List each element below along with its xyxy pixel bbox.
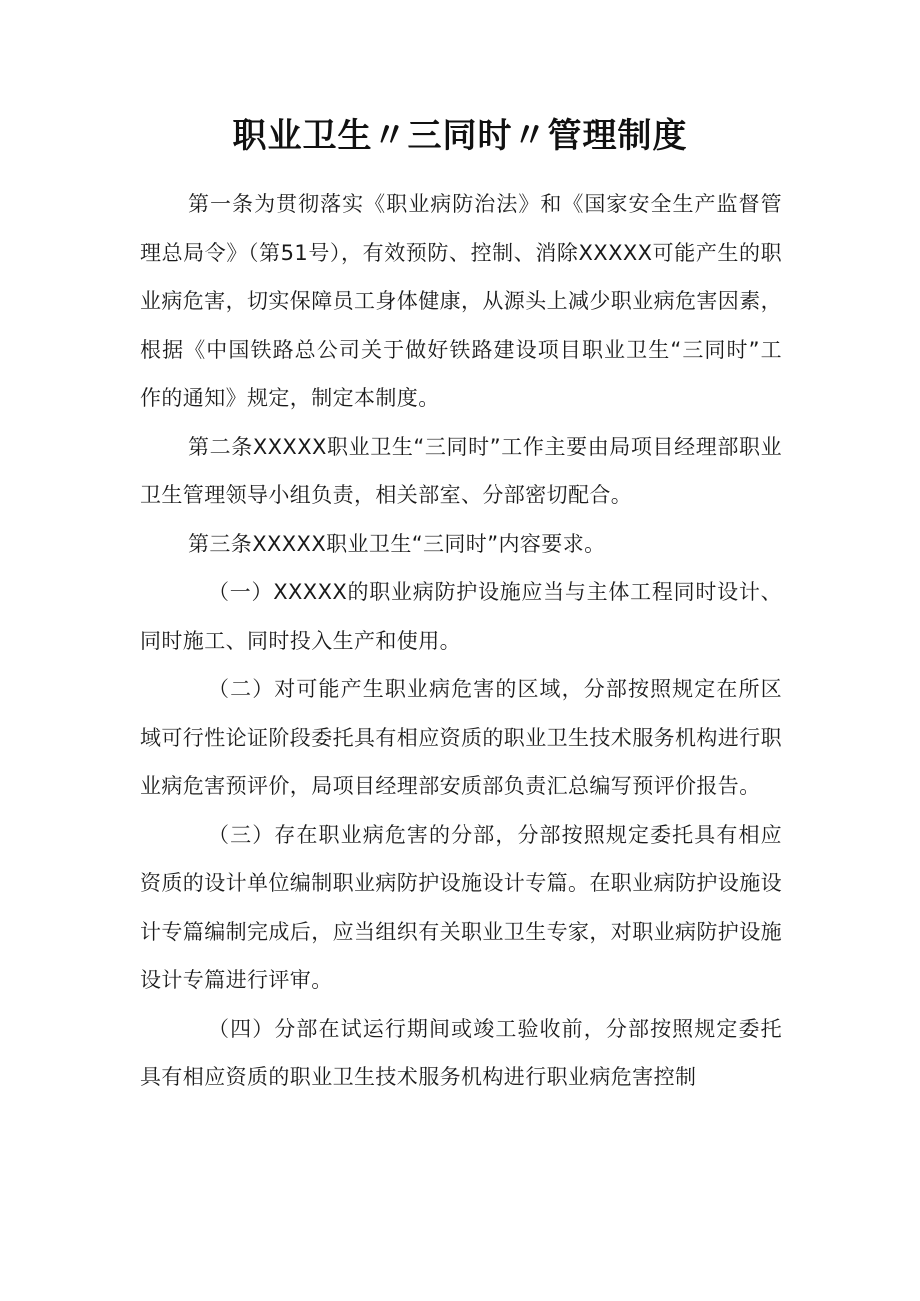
item-4-paragraph: （四）分部在试运行期间或竣工验收前，分部按照规定委托具有相应资质的职业卫生技术服务机构进行职业病危害控制 <box>140 1016 782 1089</box>
item-2-paragraph: （二）对可能产生职业病危害的区域，分部按照规定在所区域可行性论证阶段委托具有相应资质的职业卫生技术服务机构进行职业病危害预评价，局项目经理部安质部负责汇总编写预评价报告。 <box>140 677 782 798</box>
document-body <box>140 180 782 1102</box>
article-1-paragraph: 第一条为贯彻落实《职业病防治法》和《国家安全生产监督管理总局令》（第51号），有效预防、控制、消除XXXXX可能产生的职业病危害，切实保障员工身体健康，从源头上减少职业病危害因素，根据《中国铁路总公司关于做好铁路建设项目职业卫生“三同时”工作的通知》规定，制定本制度。 <box>140 192 782 410</box>
document-title: 职业卫生〃三同时〃管理制度 <box>232 116 688 156</box>
item-3-paragraph: （三）存在职业病危害的分部，分部按照规定委托具有相应资质的设计单位编制职业病防护设施设计专篇。在职业病防护设施设计专篇编制完成后，应当组织有关职业卫生专家，对职业病防护设施设计专篇进行评审。 <box>140 822 782 992</box>
article-2-paragraph: 第二条XXXXX职业卫生“三同时”工作主要由局项目经理部职业卫生管理领导小组负责，相关部室、分部密切配合。 <box>140 434 782 507</box>
article-3-paragraph: 第三条XXXXX职业卫生“三同时”内容要求。 <box>188 531 606 556</box>
item-1-paragraph: （一）XXXXX的职业病防护设施应当与主体工程同时设计、同时施工、同时投入生产和使用。 <box>140 580 782 653</box>
